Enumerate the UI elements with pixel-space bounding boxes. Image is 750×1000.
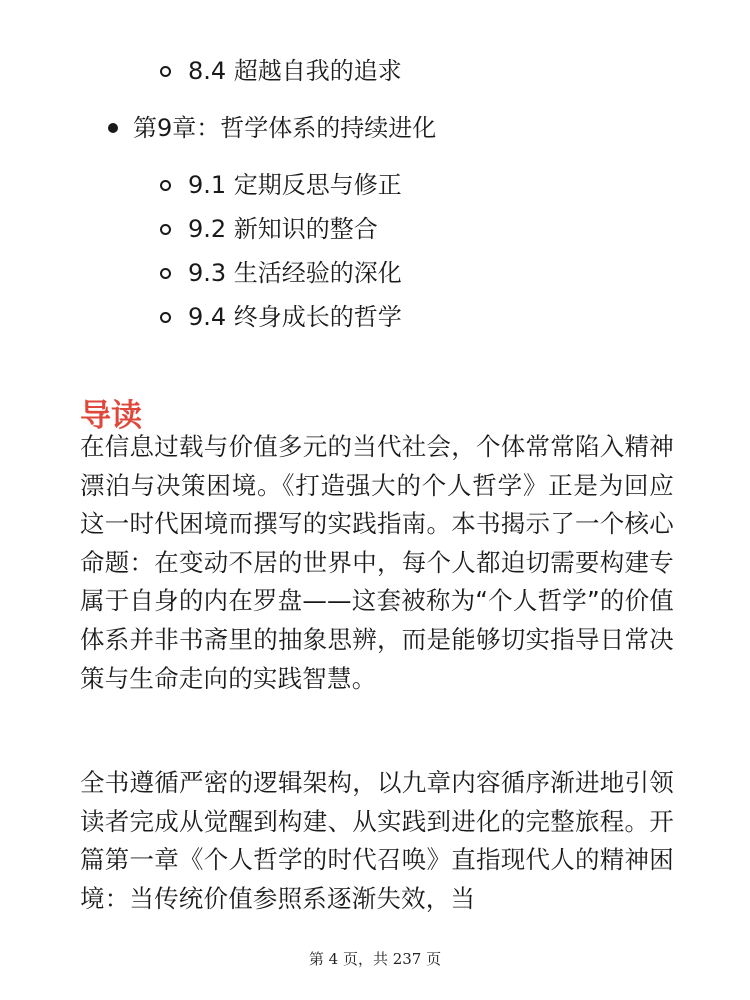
hollow-bullet-icon — [160, 180, 171, 191]
toc-subitem[interactable] — [160, 169, 402, 201]
body-paragraph: 全书遵循严密的逻辑架构，以九章内容循序渐进地引领读者完成从觉醒到构建、从实践到进化的完整旅程。开篇第一章《个人哲学的时代召唤》直指现代人的精神困境：当传统价值参照系逐渐失效，当 — [80, 768, 674, 913]
filled-bullet-icon — [108, 123, 118, 133]
toc-subitem[interactable] — [160, 257, 402, 289]
toc-subitem[interactable] — [160, 301, 402, 333]
hollow-bullet-icon — [160, 224, 171, 235]
page-number: 第 4 页，共 237 页 — [308, 950, 442, 968]
hollow-bullet-icon — [160, 312, 171, 323]
toc-subitem-label: 9.2 新知识的整合 — [188, 215, 378, 243]
toc-subitem-label: 9.1 定期反思与修正 — [188, 171, 402, 199]
toc-chapter-item[interactable] — [108, 111, 436, 145]
hollow-bullet-icon — [160, 268, 171, 279]
toc-chapter-label: 第9章：哲学体系的持续进化 — [133, 114, 437, 142]
section-heading: 导读 — [80, 397, 142, 434]
toc-subitem-label: 9.4 终身成长的哲学 — [188, 303, 402, 331]
toc-subitem-label: 8.4 超越自我的追求 — [188, 57, 402, 85]
toc-subitem-label: 9.3 生活经验的深化 — [188, 259, 402, 287]
toc-subitem[interactable] — [160, 213, 378, 245]
hollow-bullet-icon — [160, 66, 171, 77]
toc-subitem[interactable] — [160, 55, 402, 87]
body-paragraph: 在信息过载与价值多元的当代社会，个体常常陷入精神漂泊与决策困境。《打造强大的个人哲学》正是为回应这一时代困境而撰写的实践指南。本书揭示了一个核心命题：在变动不居的世界中，每个人都迫切需要构建专属于自身的内在罗盘——这套被称为“个人哲学”的价值体系并非书斋里的抽象思辨，而是能够切实指导日常决策与生命走向的实践智慧。 — [80, 432, 674, 693]
